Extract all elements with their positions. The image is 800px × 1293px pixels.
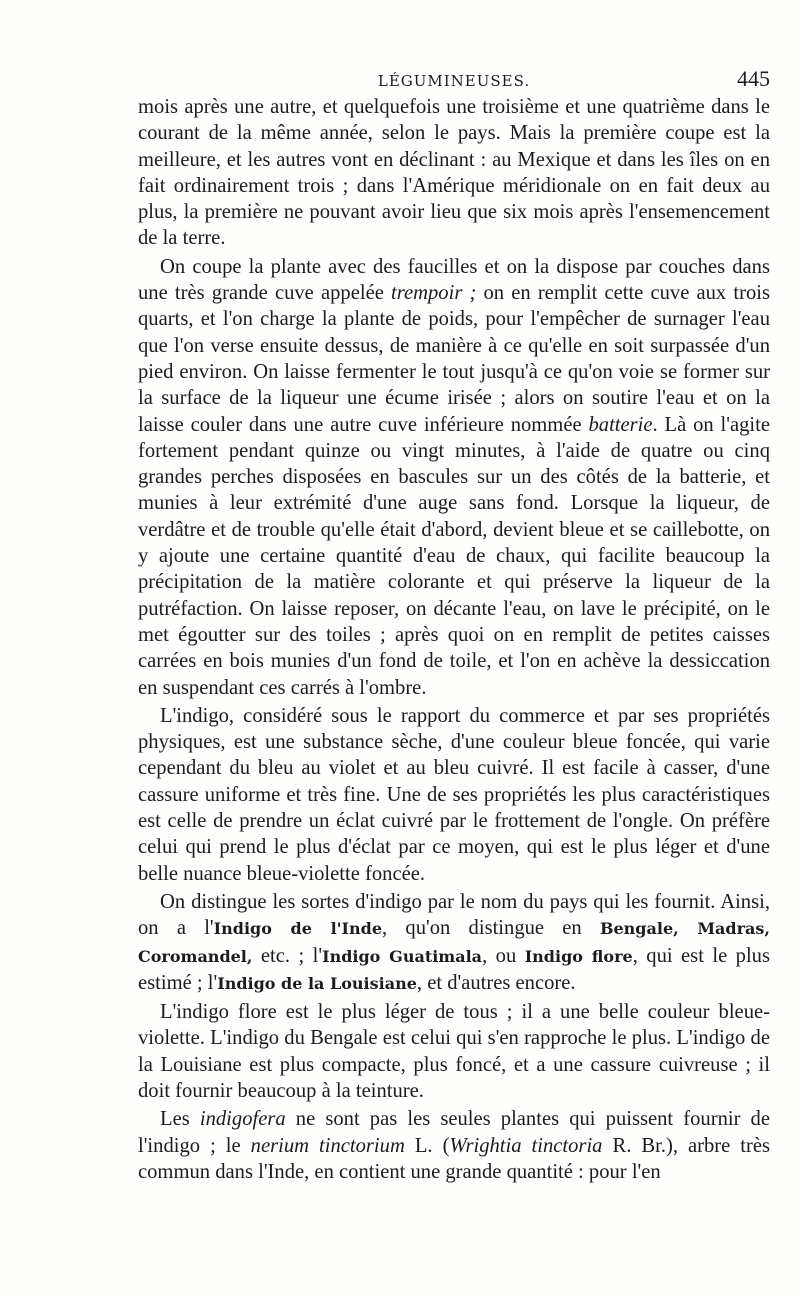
- running-head: LÉGUMINEUSES.: [377, 72, 531, 90]
- paragraph-6: [138, 1106, 770, 1185]
- term-nerium-tinctorium: nerium tinctorium: [250, 1134, 405, 1157]
- term-indigo-inde: Indigo de l'Inde: [213, 919, 383, 939]
- paragraph-6-part-a: Les: [160, 1108, 200, 1131]
- term-indigo-flore: Indigo flore: [524, 946, 633, 966]
- body-text: [138, 94, 770, 1185]
- term-indigo-louisiane: Indigo de la Louisiane: [217, 973, 417, 993]
- paragraph-4-part-a: On distingue les sortes d'indigo par le nom du pays qui les fournit. Ainsi, on a l': [138, 890, 770, 940]
- paragraph-2-part-c: . Là on l'agite fortement pendant quinze ou vingt minutes, à l'aide de quatre ou cinq grandes perches disposées en bascules sur un des côtés de la batterie, et munies à leur extrémité d'une auge sans fond. Lorsque la liqueur, de verdâtre et de trouble qu'elle était d'abord, devient bleue et se caillebotte, on y ajoute une certaine quantité d'eau de chaux, qui facilite beaucoup la précipitation de la matière colorante et qui préserve la liqueur de la putréfaction. On laisse reposer, on décante l'eau, on lave le précipité, on le met égoutter sur des toiles ; après quoi on en remplit de petites caisses carrées en bois munies d'un fond de toile, et l'on en achève la dessiccation en suspendant ces carrés à l'ombre.: [138, 413, 770, 699]
- paragraph-3-text: L'indigo, considéré sous le rapport du commerce et par ses propriétés physiques, est une substance sèche, d'une couleur bleue foncée, qui varie cependant du bleu au violet et au bleu cuivré. Il est facile à casser, d'une cassure uniforme et très fine. Une de ses propriétés les plus caractéristiques est celle de prendre un éclat cuivré par le frottement de l'ongle. On préfère celui qui prend le plus d'éclat par ce moyen, qui est le plus léger et d'une belle nuance bleue-violette foncée.: [138, 704, 770, 885]
- paragraph-4: [138, 889, 770, 997]
- term-batterie: batterie: [588, 413, 653, 436]
- paragraph-2-part-b: on en remplit cette cuve aux trois quarts, et l'on charge la plante de poids, pour l'empêcher de surnager l'eau que l'on verse ensuite dessus, de manière à ce qu'elle en soit surpassée d'un pied environ. On laisse fermenter le tout jusqu'à ce qu'on voie se former sur la surface de la liqueur une écume irisée ; alors on soutire l'eau et on la laisse couler dans une autre cuve inférieure nommée: [138, 282, 770, 436]
- paragraph-5-text: L'indigo flore est le plus léger de tous ; il a une belle couleur bleue-violette. L'indigo du Bengale est celui qui s'en rapproche le plus. L'indigo de la Louisiane est plus compacte, plus foncé, et a une cassure cuivreuse ; il doit fournir beaucoup à la teinture.: [138, 1001, 770, 1102]
- paragraph-5: [138, 999, 770, 1104]
- paragraph-2-part-a: On coupe la plante avec des faucilles et on la dispose par couches dans une très grande cuve appelée: [138, 255, 770, 305]
- page-number: 445: [737, 66, 770, 91]
- paragraph-4-part-c: etc. ; l': [252, 944, 323, 967]
- term-indigofera: indigofera: [199, 1108, 286, 1131]
- paragraph-3: [138, 703, 770, 887]
- paragraph-4-part-d: , ou: [482, 944, 525, 967]
- paragraph-4-part-f: , et d'autres encore.: [416, 971, 576, 994]
- term-bengale-madras-coromandel: Bengale, Madras, Coromandel,: [138, 919, 770, 966]
- term-wrightia-tinctoria: Wrightia tinctoria: [449, 1134, 603, 1157]
- paragraph-1-text: mois après une autre, et quelquefois une troisième et une quatrième dans le courant de la même année, selon le pays. Mais la première coupe est la meilleure, et les autres vont en déclinant : au Mexique et dans les îles on en fait ordinairement trois ; dans l'Amérique méridionale on en fait deux au plus, la première ne pouvant avoir lieu que six mois après l'ensemencement de la terre.: [138, 96, 770, 250]
- paragraph-4-part-b: , qu'on distingue en: [382, 917, 600, 940]
- paragraph-2: [138, 254, 770, 701]
- paragraph-6-part-b: ne sont pas les seules plantes qui puissent fournir de l'indigo ; le: [138, 1108, 770, 1157]
- paragraph-6-part-c: L. (: [404, 1134, 450, 1157]
- term-trempoir: trempoir ;: [391, 282, 477, 305]
- page-header: [138, 66, 770, 96]
- paragraph-1: [138, 94, 770, 252]
- paragraph-4-part-e: , qui est le plus estimé ; l': [138, 944, 770, 994]
- term-indigo-guatimala: Indigo Guatimala: [322, 946, 483, 966]
- paragraph-6-part-d: R. Br.), arbre très commun dans l'Inde, en contient une grande quantité : pour l'en: [138, 1134, 771, 1183]
